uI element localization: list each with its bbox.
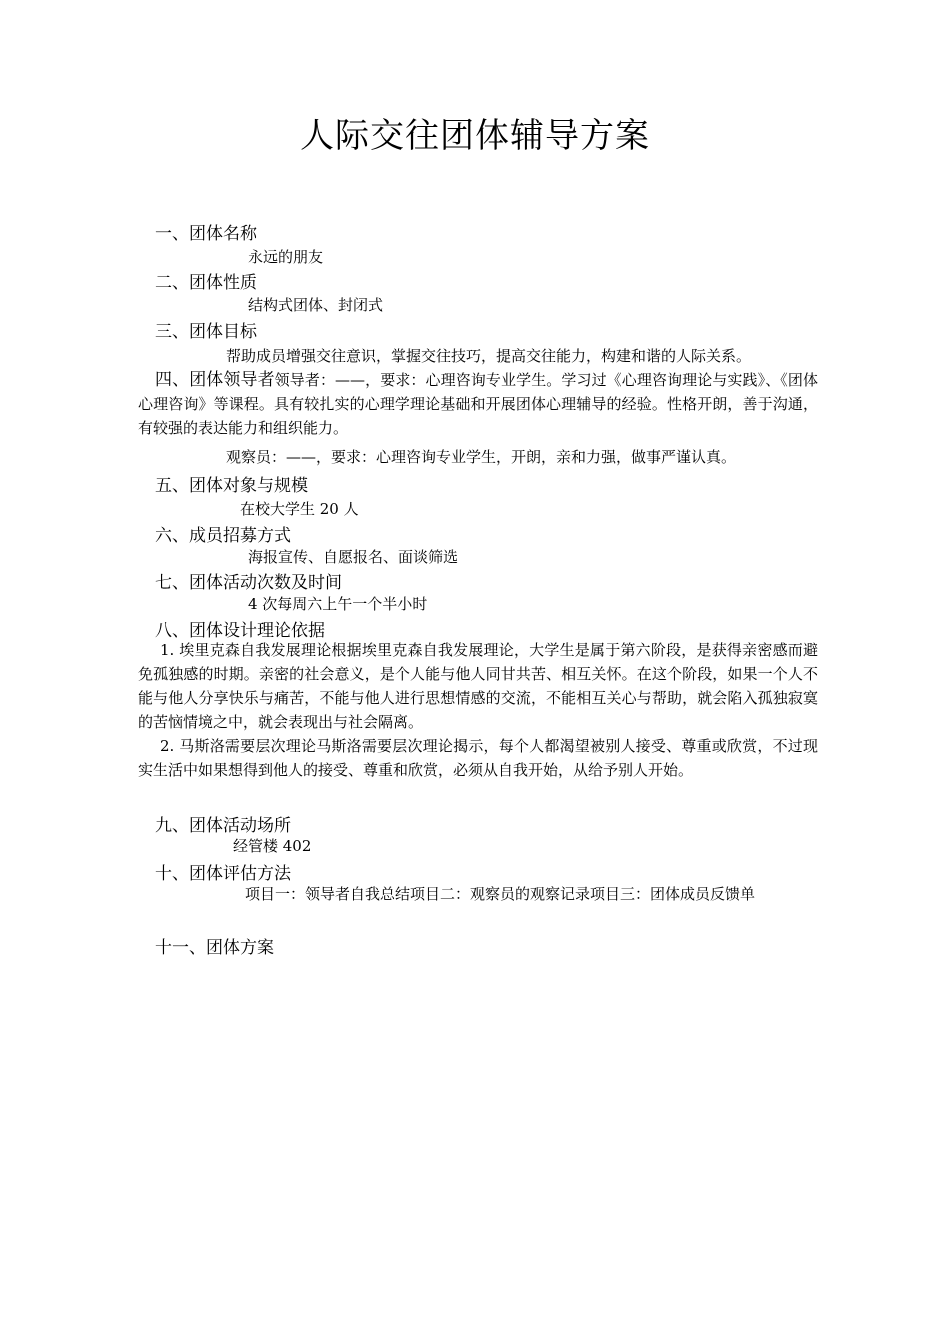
section-5-content: 在校大学生 20 人 xyxy=(240,500,359,518)
section-2-heading: 二、团体性质 xyxy=(155,273,257,293)
section-1-content: 永远的朋友 xyxy=(248,248,324,266)
section-10-content: 项目一：领导者自我总结项目二：观察员的观察记录项目三：团体成员反馈单 xyxy=(245,885,756,903)
section-4-block xyxy=(138,368,818,440)
section-9-heading: 九、团体活动场所 xyxy=(155,816,291,836)
section-7-heading: 七、团体活动次数及时间 xyxy=(155,573,342,593)
section-1-heading: 一、团体名称 xyxy=(155,224,257,244)
section-4-heading: 四、团体领导者 xyxy=(155,370,275,390)
section-8-item-1: 1. 埃里克森自我发展理论根据埃里克森自我发展理论，大学生是属于第六阶段，是获得亲密感而避免孤独感的时期。亲密的社会意义，是个人能与他人同甘共苦、相互关怀。在这个阶段，如果一个人不能与他人分享快乐与痛苦，不能与他人进行思想情感的交流，不能相互关心与帮助，就会陷入孤独寂寞的苦恼情境之中，就会表现出与社会隔离。 xyxy=(138,641,818,731)
document-title: 人际交往团体辅导方案 xyxy=(300,116,650,156)
section-9-content: 经管楼 402 xyxy=(233,837,312,855)
section-8-heading: 八、团体设计理论依据 xyxy=(155,621,325,641)
section-11-heading: 十一、团体方案 xyxy=(155,938,274,958)
section-10-heading: 十、团体评估方法 xyxy=(155,864,291,884)
section-3-content: 帮助成员增强交往意识，掌握交往技巧，提高交往能力，构建和谐的人际关系。 xyxy=(226,347,752,365)
section-5-heading: 五、团体对象与规模 xyxy=(155,476,308,496)
section-4-observer: 观察员：——，要求：心理咨询专业学生，开朗，亲和力强，做事严谨认真。 xyxy=(226,448,737,466)
section-7-content: 4 次每周六上午一个半小时 xyxy=(248,595,428,613)
section-4-leader: 领导者：——，要求：心理咨询专业学生。学习过《心理咨询理论与实践》、《团体心理咨询》等课程。具有较扎实的心理学理论基础和开展团体心理辅导的经验。性格开朗，善于沟通，有较强的表达能力和组织能力。 xyxy=(138,371,818,437)
section-6-heading: 六、成员招募方式 xyxy=(155,526,291,546)
section-6-content: 海报宣传、自愿报名、面谈筛选 xyxy=(248,548,459,566)
section-3-heading: 三、团体目标 xyxy=(155,322,257,342)
section-2-content: 结构式团体、封闭式 xyxy=(248,296,384,314)
section-8-item-2: 2. 马斯洛需要层次理论马斯洛需要层次理论揭示，每个人都渴望被别人接受、尊重或欣赏，不过现实生活中如果想得到他人的接受、尊重和欣赏，必须从自我开始，从给予别人开始。 xyxy=(138,737,818,779)
